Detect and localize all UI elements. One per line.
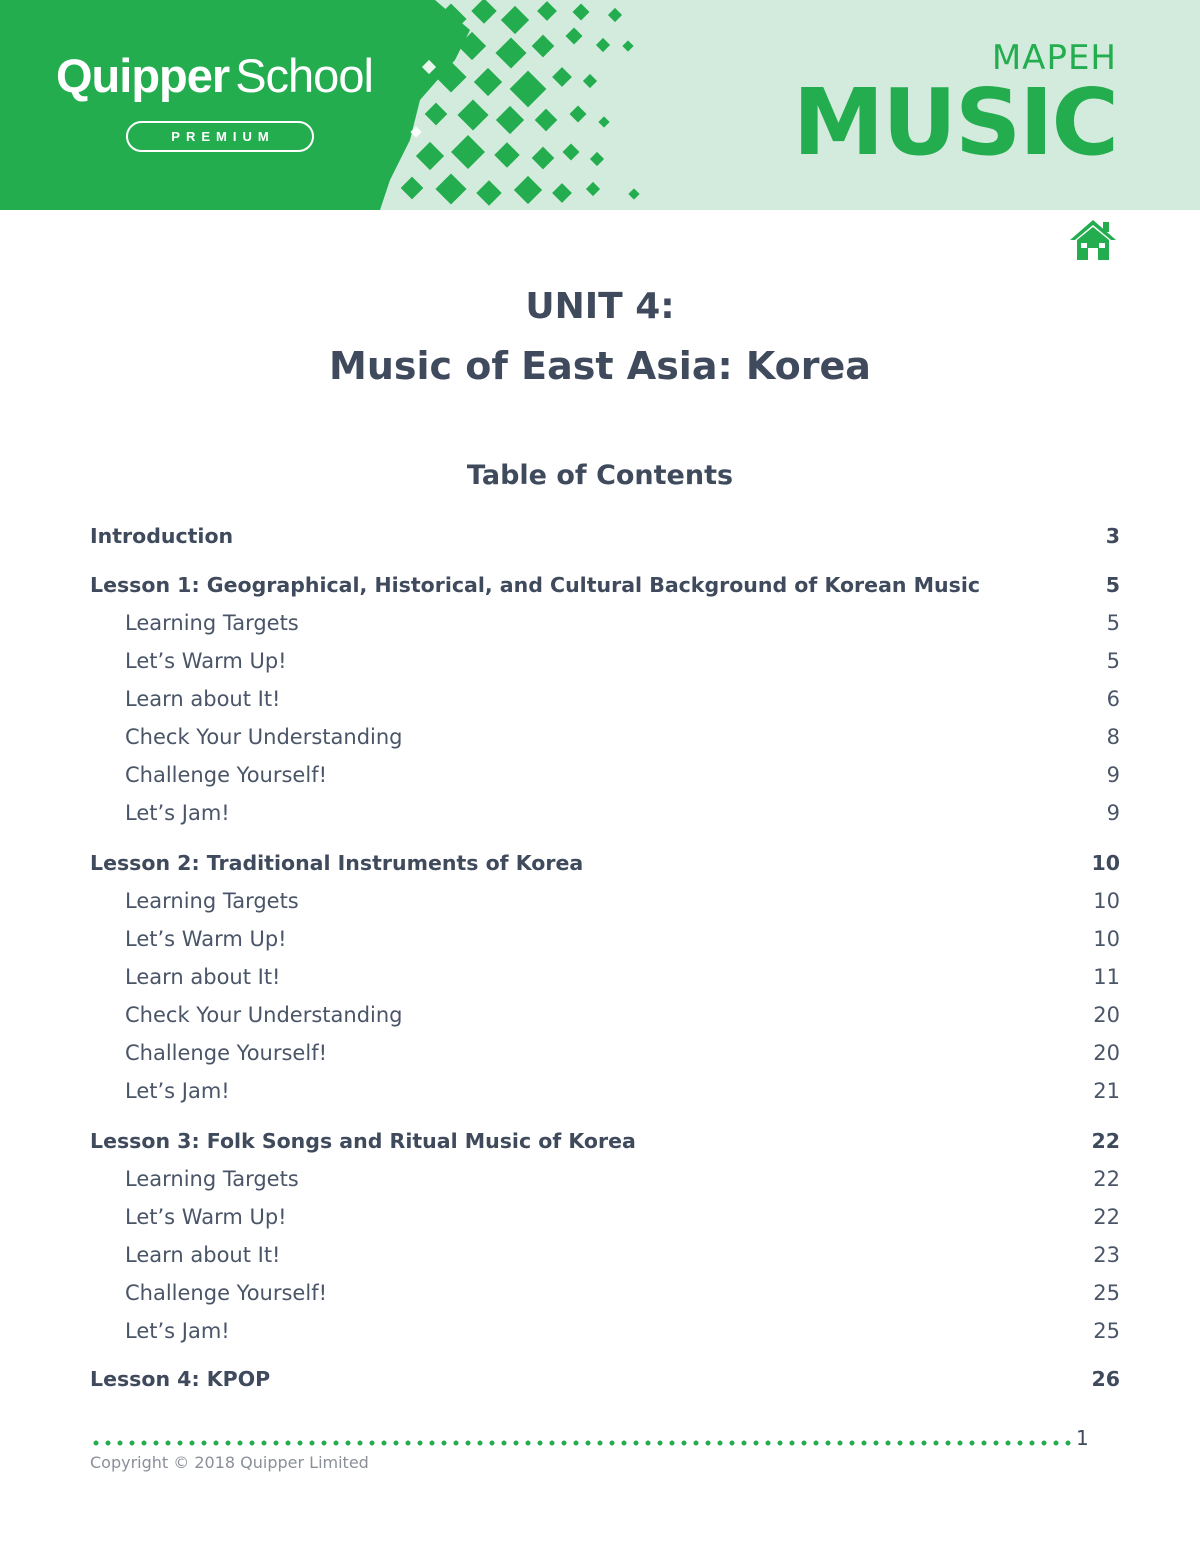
unit-subtitle: Music of East Asia: Korea	[329, 344, 871, 388]
toc-entry-page: 25	[1093, 1319, 1120, 1343]
toc-entry-label: Learning Targets	[125, 611, 299, 635]
subject-category: MAPEH	[991, 38, 1117, 78]
toc-entry[interactable]	[90, 520, 1120, 552]
brand-name-regular: School	[235, 49, 373, 102]
toc-entry-page: 10	[1091, 851, 1120, 875]
toc-subentry[interactable]	[90, 1075, 1120, 1107]
footer-dotted-rule	[90, 1440, 1074, 1446]
brand-name-bold: Quipper	[56, 49, 230, 102]
toc-entry[interactable]	[90, 569, 1120, 601]
toc-subentry[interactable]	[90, 607, 1120, 639]
home-icon[interactable]	[1068, 218, 1118, 262]
toc-entry-page: 22	[1091, 1129, 1120, 1153]
header-banner	[0, 0, 1200, 210]
toc-subentry[interactable]	[90, 1037, 1120, 1069]
toc-subentry[interactable]	[90, 683, 1120, 715]
toc-entry-label: Let’s Jam!	[125, 801, 230, 825]
toc-subentry[interactable]	[90, 1315, 1120, 1347]
toc-entry-label: Lesson 1: Geographical, Historical, and Cultural Background of Korean Music	[90, 573, 981, 597]
unit-title: UNIT 4:	[525, 286, 675, 327]
premium-badge: PREMIUM	[126, 121, 314, 152]
toc-entry[interactable]	[90, 1363, 1120, 1395]
toc-entry-page: 10	[1093, 889, 1120, 913]
toc-entry-page: 6	[1106, 687, 1120, 711]
toc-entry-label: Learning Targets	[125, 889, 299, 913]
toc-entry-page: 23	[1093, 1243, 1120, 1267]
toc-entry-page: 25	[1093, 1281, 1120, 1305]
toc-entry-label: Let’s Warm Up!	[125, 649, 287, 673]
toc-subentry[interactable]	[90, 645, 1120, 677]
toc-entry-label: Learn about It!	[125, 687, 281, 711]
toc-entry-page: 3	[1105, 524, 1120, 548]
toc-entry[interactable]	[90, 847, 1120, 879]
toc-entry-page: 22	[1093, 1205, 1120, 1229]
toc-entry-page: 5	[1106, 611, 1120, 635]
toc-entry-page: 9	[1106, 763, 1120, 787]
toc-entry-label: Learning Targets	[125, 1167, 299, 1191]
toc-subentry[interactable]	[90, 999, 1120, 1031]
toc-entry-label: Lesson 4: KPOP	[90, 1367, 271, 1391]
toc-entry-label: Check Your Understanding	[125, 725, 403, 749]
toc-entry[interactable]	[90, 1125, 1120, 1157]
brand-logo	[56, 49, 373, 102]
toc-subentry[interactable]	[90, 1163, 1120, 1195]
toc-entry-label: Challenge Yourself!	[125, 763, 328, 787]
toc-entry-label: Let’s Jam!	[125, 1319, 230, 1343]
toc-heading: Table of Contents	[466, 460, 734, 491]
toc-entry-label: Lesson 3: Folk Songs and Ritual Music of Korea	[90, 1129, 636, 1153]
toc-subentry[interactable]	[90, 961, 1120, 993]
toc-entry-label: Lesson 2: Traditional Instruments of Korea	[90, 851, 584, 875]
toc-entry-page: 11	[1093, 965, 1120, 989]
toc-entry-page: 8	[1106, 725, 1120, 749]
toc-entry-page: 20	[1093, 1003, 1120, 1027]
toc-entry-page: 9	[1106, 801, 1120, 825]
toc-entry-page: 10	[1093, 927, 1120, 951]
toc-entry-page: 5	[1105, 573, 1120, 597]
toc-entry-page: 26	[1091, 1367, 1120, 1391]
toc-subentry[interactable]	[90, 721, 1120, 753]
toc-entry-label: Learn about It!	[125, 965, 281, 989]
toc-entry-page: 5	[1106, 649, 1120, 673]
toc-subentry[interactable]	[90, 1239, 1120, 1271]
toc-entry-label: Challenge Yourself!	[125, 1041, 328, 1065]
toc-subentry[interactable]	[90, 797, 1120, 829]
toc-entry-label: Let’s Jam!	[125, 1079, 230, 1103]
toc-entry-label: Learn about It!	[125, 1243, 281, 1267]
toc-subentry[interactable]	[90, 923, 1120, 955]
toc-entry-page: 22	[1093, 1167, 1120, 1191]
toc-entry-label: Check Your Understanding	[125, 1003, 403, 1027]
toc-subentry[interactable]	[90, 759, 1120, 791]
page-number: 1	[1076, 1426, 1089, 1450]
toc-entry-page: 21	[1093, 1079, 1120, 1103]
toc-subentry[interactable]	[90, 1201, 1120, 1233]
toc-entry-label: Challenge Yourself!	[125, 1281, 328, 1305]
toc-subentry[interactable]	[90, 885, 1120, 917]
toc-entry-label: Let’s Warm Up!	[125, 1205, 287, 1229]
toc-entry-page: 20	[1093, 1041, 1120, 1065]
subject-title: MUSIC	[792, 69, 1117, 176]
toc-subentry[interactable]	[90, 1277, 1120, 1309]
toc-entry-label: Let’s Warm Up!	[125, 927, 287, 951]
toc-entry-label: Introduction	[90, 524, 234, 548]
copyright-notice: Copyright © 2018 Quipper Limited	[90, 1453, 369, 1472]
